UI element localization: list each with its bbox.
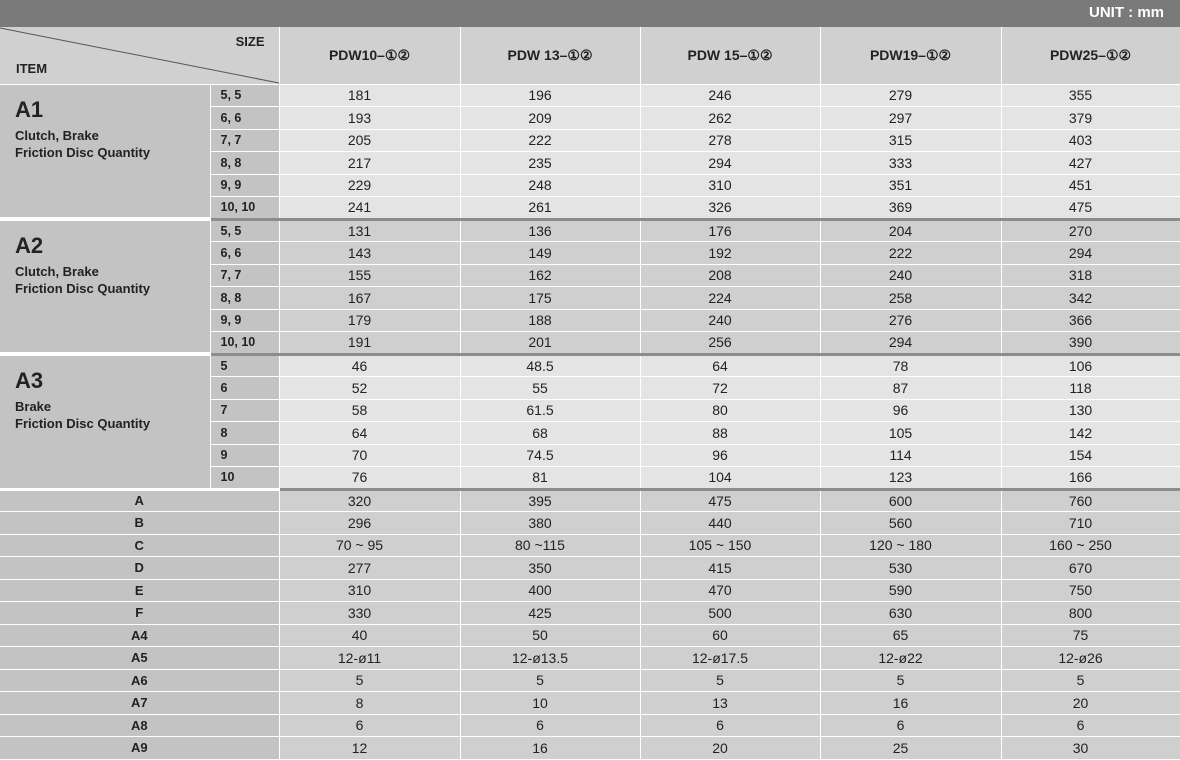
value-cell: 351: [820, 174, 1001, 197]
value-cell: 196: [460, 84, 640, 107]
dimension-label: A: [0, 489, 279, 512]
value-cell: 175: [460, 287, 640, 310]
size-cell: 7, 7: [210, 129, 279, 152]
value-cell: 16: [460, 737, 640, 760]
table-row: [0, 84, 1180, 107]
value-cell: 6: [820, 714, 1001, 737]
size-cell: 6, 6: [210, 107, 279, 130]
value-cell: 500: [640, 602, 820, 625]
value-cell: 64: [640, 354, 820, 377]
value-cell: 167: [279, 287, 460, 310]
size-cell: 8, 8: [210, 287, 279, 310]
value-cell: 179: [279, 309, 460, 332]
value-cell: 12-ø26: [1001, 647, 1180, 670]
group-code: A2: [15, 233, 44, 258]
value-cell: 380: [460, 512, 640, 535]
value-cell: 204: [820, 219, 1001, 242]
table-row: [0, 602, 1180, 625]
value-cell: 400: [460, 579, 640, 602]
value-cell: 261: [460, 197, 640, 220]
size-header: SIZE: [235, 34, 265, 49]
value-cell: 600: [820, 489, 1001, 512]
value-cell: 12-ø13.5: [460, 647, 640, 670]
value-cell: 355: [1001, 84, 1180, 107]
value-cell: 760: [1001, 489, 1180, 512]
value-cell: 475: [1001, 197, 1180, 220]
value-cell: 248: [460, 174, 640, 197]
dimension-label: C: [0, 534, 279, 557]
dimension-label: E: [0, 579, 279, 602]
value-cell: 105: [820, 422, 1001, 445]
value-cell: 142: [1001, 422, 1180, 445]
value-cell: 800: [1001, 602, 1180, 625]
value-cell: 20: [640, 737, 820, 760]
value-cell: 20: [1001, 692, 1180, 715]
value-cell: 188: [460, 309, 640, 332]
value-cell: 80 ~115: [460, 534, 640, 557]
value-cell: 64: [279, 422, 460, 445]
group-description: Friction Disc Quantity: [15, 144, 151, 160]
value-cell: 52: [279, 377, 460, 400]
value-cell: 217: [279, 152, 460, 175]
dimension-label: D: [0, 557, 279, 580]
value-cell: 222: [820, 242, 1001, 265]
value-cell: 58: [279, 399, 460, 422]
value-cell: 70 ~ 95: [279, 534, 460, 557]
value-cell: 176: [640, 219, 820, 242]
value-cell: 12-ø11: [279, 647, 460, 670]
value-cell: 270: [1001, 219, 1180, 242]
value-cell: 155: [279, 264, 460, 287]
value-cell: 201: [460, 332, 640, 355]
value-cell: 68: [460, 422, 640, 445]
group-label-cell: [0, 219, 210, 354]
value-cell: 366: [1001, 309, 1180, 332]
table-row: [0, 714, 1180, 737]
value-cell: 76: [279, 467, 460, 490]
value-cell: 55: [460, 377, 640, 400]
value-cell: 96: [820, 399, 1001, 422]
value-cell: 276: [820, 309, 1001, 332]
value-cell: 25: [820, 737, 1001, 760]
value-cell: 104: [640, 467, 820, 490]
specification-table: [0, 27, 1180, 760]
value-cell: 278: [640, 129, 820, 152]
value-cell: 262: [640, 107, 820, 130]
size-item-corner: [0, 27, 279, 84]
value-cell: 13: [640, 692, 820, 715]
value-cell: 12-ø22: [820, 647, 1001, 670]
header-row: [0, 27, 1180, 84]
dimension-label: F: [0, 602, 279, 625]
value-cell: 224: [640, 287, 820, 310]
value-cell: 88: [640, 422, 820, 445]
dimension-label: B: [0, 512, 279, 535]
table-row: [0, 692, 1180, 715]
value-cell: 470: [640, 579, 820, 602]
value-cell: 320: [279, 489, 460, 512]
dimension-label: A4: [0, 624, 279, 647]
value-cell: 235: [460, 152, 640, 175]
value-cell: 240: [640, 309, 820, 332]
value-cell: 181: [279, 84, 460, 107]
value-cell: 5: [279, 669, 460, 692]
value-cell: 114: [820, 444, 1001, 467]
value-cell: 205: [279, 129, 460, 152]
value-cell: 451: [1001, 174, 1180, 197]
table-row: [0, 737, 1180, 760]
value-cell: 78: [820, 354, 1001, 377]
item-header: ITEM: [16, 60, 48, 76]
value-cell: 6: [1001, 714, 1180, 737]
dimension-label: A7: [0, 692, 279, 715]
value-cell: 16: [820, 692, 1001, 715]
table-row: [0, 489, 1180, 512]
value-cell: 750: [1001, 579, 1180, 602]
group-code: A3: [15, 368, 44, 393]
value-cell: 630: [820, 602, 1001, 625]
value-cell: 415: [640, 557, 820, 580]
value-cell: 5: [1001, 669, 1180, 692]
value-cell: 369: [820, 197, 1001, 220]
value-cell: 30: [1001, 737, 1180, 760]
value-cell: 296: [279, 512, 460, 535]
dimension-label: A6: [0, 669, 279, 692]
value-cell: 425: [460, 602, 640, 625]
value-cell: 61.5: [460, 399, 640, 422]
table-row: [0, 669, 1180, 692]
value-cell: 154: [1001, 444, 1180, 467]
size-cell: 9: [210, 444, 279, 467]
table-row: [0, 354, 1180, 377]
value-cell: 530: [820, 557, 1001, 580]
value-cell: 208: [640, 264, 820, 287]
value-cell: 330: [279, 602, 460, 625]
value-cell: 160 ~ 250: [1001, 534, 1180, 557]
dimension-label: A5: [0, 647, 279, 670]
value-cell: 80: [640, 399, 820, 422]
value-cell: 74.5: [460, 444, 640, 467]
value-cell: 136: [460, 219, 640, 242]
value-cell: 390: [1001, 332, 1180, 355]
table-row: [0, 557, 1180, 580]
value-cell: 120 ~ 180: [820, 534, 1001, 557]
value-cell: 192: [640, 242, 820, 265]
dimension-label: A8: [0, 714, 279, 737]
model-header: PDW25–①②: [1001, 27, 1180, 84]
group-label-cell: [0, 354, 210, 489]
table-row: [0, 624, 1180, 647]
group-label-cell: [0, 84, 210, 219]
value-cell: 48.5: [460, 354, 640, 377]
value-cell: 12: [279, 737, 460, 760]
value-cell: 40: [279, 624, 460, 647]
value-cell: 258: [820, 287, 1001, 310]
value-cell: 318: [1001, 264, 1180, 287]
group-a3: [0, 354, 1180, 489]
dimension-label: A9: [0, 737, 279, 760]
value-cell: 106: [1001, 354, 1180, 377]
value-cell: 130: [1001, 399, 1180, 422]
value-cell: 193: [279, 107, 460, 130]
value-cell: 60: [640, 624, 820, 647]
table-row: [0, 579, 1180, 602]
group-description: Brake: [15, 399, 52, 414]
size-cell: 10: [210, 467, 279, 490]
value-cell: 294: [640, 152, 820, 175]
value-cell: 427: [1001, 152, 1180, 175]
value-cell: 65: [820, 624, 1001, 647]
size-cell: 6, 6: [210, 242, 279, 265]
value-cell: 241: [279, 197, 460, 220]
table-row: [0, 647, 1180, 670]
size-cell: 8, 8: [210, 152, 279, 175]
group-a2: [0, 219, 1180, 354]
size-cell: 5: [210, 354, 279, 377]
value-cell: 209: [460, 107, 640, 130]
value-cell: 166: [1001, 467, 1180, 490]
value-cell: 395: [460, 489, 640, 512]
value-cell: 149: [460, 242, 640, 265]
value-cell: 590: [820, 579, 1001, 602]
value-cell: 10: [460, 692, 640, 715]
value-cell: 8: [279, 692, 460, 715]
value-cell: 118: [1001, 377, 1180, 400]
value-cell: 70: [279, 444, 460, 467]
value-cell: 12-ø17.5: [640, 647, 820, 670]
value-cell: 5: [640, 669, 820, 692]
value-cell: 294: [1001, 242, 1180, 265]
value-cell: 342: [1001, 287, 1180, 310]
value-cell: 277: [279, 557, 460, 580]
value-cell: 162: [460, 264, 640, 287]
value-cell: 5: [460, 669, 640, 692]
value-cell: 310: [640, 174, 820, 197]
value-cell: 440: [640, 512, 820, 535]
group-code: A1: [15, 96, 44, 122]
value-cell: 143: [279, 242, 460, 265]
value-cell: 6: [460, 714, 640, 737]
dimensions-group: [0, 489, 1180, 759]
value-cell: 240: [820, 264, 1001, 287]
value-cell: 75: [1001, 624, 1180, 647]
value-cell: 5: [820, 669, 1001, 692]
value-cell: 279: [820, 84, 1001, 107]
value-cell: 315: [820, 129, 1001, 152]
model-header: PDW 15–①②: [640, 27, 820, 84]
model-header: PDW10–①②: [279, 27, 460, 84]
value-cell: 310: [279, 579, 460, 602]
value-cell: 475: [640, 489, 820, 512]
value-cell: 46: [279, 354, 460, 377]
value-cell: 222: [460, 129, 640, 152]
model-header: PDW 13–①②: [460, 27, 640, 84]
unit-label: UNIT : mm: [1089, 4, 1164, 21]
group-description: Clutch, Brake: [15, 264, 99, 279]
value-cell: 123: [820, 467, 1001, 490]
group-description: Friction Disc Quantity: [15, 281, 151, 296]
value-cell: 191: [279, 332, 460, 355]
group-description: Friction Disc Quantity: [15, 416, 151, 431]
value-cell: 710: [1001, 512, 1180, 535]
value-cell: 403: [1001, 129, 1180, 152]
value-cell: 229: [279, 174, 460, 197]
group-description: Clutch, Brake: [15, 127, 99, 143]
size-cell: 9, 9: [210, 174, 279, 197]
value-cell: 297: [820, 107, 1001, 130]
value-cell: 294: [820, 332, 1001, 355]
size-cell: 6: [210, 377, 279, 400]
size-cell: 5, 5: [210, 219, 279, 242]
table-row: [0, 534, 1180, 557]
size-cell: 7, 7: [210, 264, 279, 287]
table-row: [0, 512, 1180, 535]
value-cell: 333: [820, 152, 1001, 175]
value-cell: 256: [640, 332, 820, 355]
group-a1: [0, 84, 1180, 219]
size-cell: 5, 5: [210, 84, 279, 107]
value-cell: 72: [640, 377, 820, 400]
value-cell: 246: [640, 84, 820, 107]
value-cell: 350: [460, 557, 640, 580]
value-cell: 50: [460, 624, 640, 647]
value-cell: 560: [820, 512, 1001, 535]
unit-bar: [0, 0, 1180, 27]
table-row: [0, 219, 1180, 242]
size-cell: 10, 10: [210, 332, 279, 355]
value-cell: 87: [820, 377, 1001, 400]
size-cell: 7: [210, 399, 279, 422]
value-cell: 105 ~ 150: [640, 534, 820, 557]
value-cell: 131: [279, 219, 460, 242]
value-cell: 6: [640, 714, 820, 737]
value-cell: 96: [640, 444, 820, 467]
value-cell: 6: [279, 714, 460, 737]
value-cell: 379: [1001, 107, 1180, 130]
model-header: PDW19–①②: [820, 27, 1001, 84]
value-cell: 326: [640, 197, 820, 220]
size-cell: 8: [210, 422, 279, 445]
size-cell: 10, 10: [210, 197, 279, 220]
size-cell: 9, 9: [210, 309, 279, 332]
value-cell: 81: [460, 467, 640, 490]
value-cell: 670: [1001, 557, 1180, 580]
